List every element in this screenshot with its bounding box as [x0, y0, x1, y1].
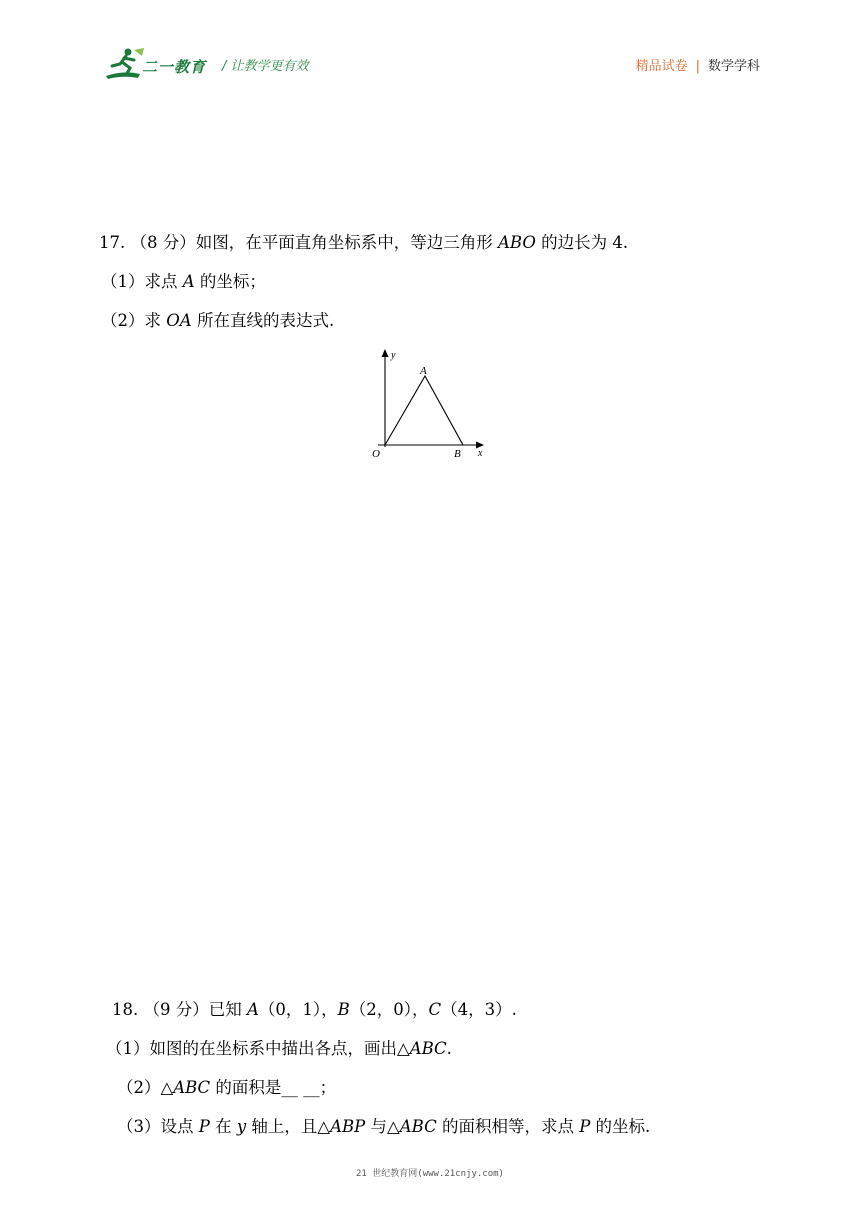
brand-slogan: / 让教学更有效	[222, 59, 309, 74]
q18-stem: 18. （9 分）已知 A（0，1），B（2，0），C（4，3）.	[112, 1000, 517, 1019]
q17-part2: （2）求 OA 所在直线的表达式.	[101, 311, 335, 330]
y-axis-arrow-icon	[382, 349, 389, 357]
triangle-abo	[385, 376, 463, 445]
q17-part1: （1）求点 A 的坐标；	[101, 272, 266, 291]
header-divider: |	[695, 59, 700, 74]
origin-label: O	[372, 448, 380, 460]
q18-part1: （1）如图的在坐标系中描出各点，画出△ABC.	[106, 1039, 452, 1058]
y-axis-label: y	[391, 350, 396, 361]
subject-label: 数学学科	[707, 59, 760, 74]
header-tags	[636, 55, 760, 74]
point-b-label: B	[454, 448, 461, 460]
doc-type-label: 精品试卷	[635, 59, 688, 74]
coordinate-figure	[368, 344, 492, 466]
page-footer: 21 世纪教育网(www.21cnjy.com)	[356, 1169, 504, 1179]
x-axis-label: x	[478, 448, 483, 459]
q18-part2: （2）△ABC 的面积是__ __；	[117, 1078, 337, 1097]
page-header	[0, 0, 860, 90]
point-a-label: A	[420, 365, 427, 377]
q17-stem: 17. （8 分）如图，在平面直角坐标系中，等边三角形 ABO 的边长为 4.	[99, 233, 629, 252]
q18-part3: （3）设点 P 在 y 轴上，且△ABP 与△ABC 的面积相等，求点 P 的坐标.	[117, 1117, 651, 1136]
brand-name: 二一教育	[142, 58, 207, 76]
